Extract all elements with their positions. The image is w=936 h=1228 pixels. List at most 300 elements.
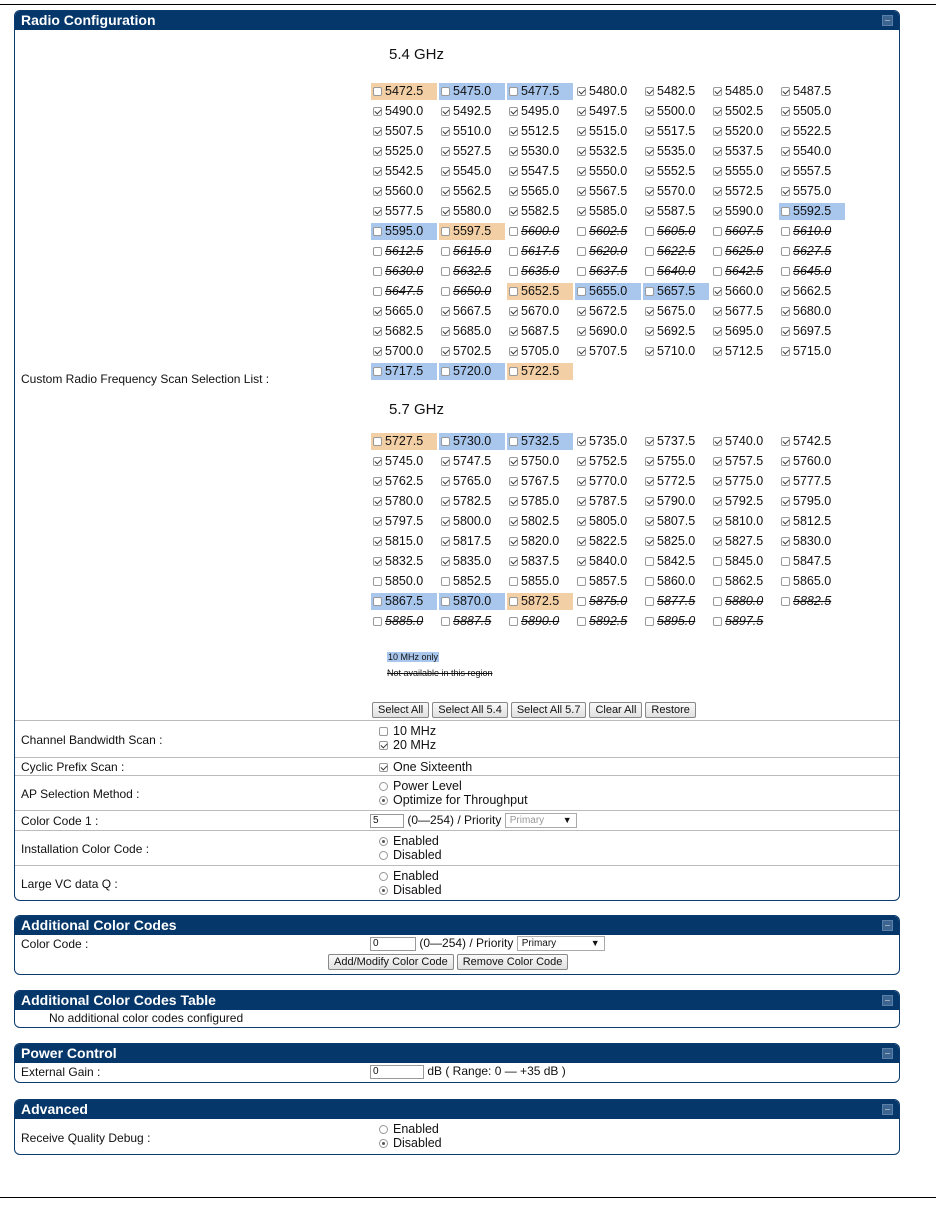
frequency-option[interactable] (779, 593, 845, 610)
frequency-option[interactable] (643, 223, 709, 240)
frequency-option[interactable] (643, 323, 709, 340)
frequency-option[interactable] (779, 343, 845, 360)
frequency-checkbox[interactable] (577, 537, 586, 546)
frequency-option[interactable] (643, 473, 709, 490)
frequency-option[interactable] (371, 183, 437, 200)
frequency-option[interactable] (371, 593, 437, 610)
installation-enabled-radio[interactable] (379, 837, 388, 846)
frequency-option[interactable] (575, 593, 641, 610)
frequency-option[interactable] (711, 103, 777, 120)
frequency-checkbox[interactable] (781, 537, 790, 546)
frequency-option[interactable] (439, 573, 505, 590)
frequency-checkbox[interactable] (713, 497, 722, 506)
frequency-option[interactable] (711, 143, 777, 160)
frequency-checkbox[interactable] (373, 497, 382, 506)
frequency-checkbox[interactable] (781, 107, 790, 116)
frequency-checkbox[interactable] (509, 497, 518, 506)
frequency-option[interactable] (711, 493, 777, 510)
frequency-option[interactable] (507, 473, 573, 490)
frequency-option[interactable] (439, 433, 505, 450)
frequency-checkbox[interactable] (645, 497, 654, 506)
frequency-checkbox[interactable] (645, 167, 654, 176)
frequency-checkbox[interactable] (713, 227, 722, 236)
frequency-checkbox[interactable] (441, 247, 450, 256)
frequency-checkbox[interactable] (781, 187, 790, 196)
frequency-checkbox[interactable] (577, 457, 586, 466)
frequency-option[interactable] (507, 123, 573, 140)
clear-all-button[interactable]: Clear All (589, 702, 642, 718)
frequency-option[interactable] (711, 573, 777, 590)
frequency-option[interactable] (643, 303, 709, 320)
frequency-checkbox[interactable] (373, 227, 382, 236)
frequency-checkbox[interactable] (645, 557, 654, 566)
frequency-checkbox[interactable] (577, 267, 586, 276)
frequency-option[interactable] (643, 183, 709, 200)
frequency-option[interactable] (371, 363, 437, 380)
frequency-option[interactable] (711, 323, 777, 340)
frequency-checkbox[interactable] (781, 227, 790, 236)
frequency-checkbox[interactable] (441, 617, 450, 626)
color-code-priority-select[interactable] (517, 936, 605, 951)
frequency-option[interactable] (371, 203, 437, 220)
frequency-option[interactable] (371, 163, 437, 180)
frequency-checkbox[interactable] (509, 107, 518, 116)
frequency-option[interactable] (711, 533, 777, 550)
frequency-checkbox[interactable] (373, 557, 382, 566)
frequency-option[interactable] (439, 223, 505, 240)
frequency-checkbox[interactable] (781, 247, 790, 256)
frequency-checkbox[interactable] (441, 477, 450, 486)
frequency-checkbox[interactable] (441, 457, 450, 466)
frequency-checkbox[interactable] (577, 247, 586, 256)
frequency-checkbox[interactable] (577, 617, 586, 626)
frequency-option[interactable] (507, 593, 573, 610)
frequency-option[interactable] (575, 283, 641, 300)
frequency-checkbox[interactable] (509, 517, 518, 526)
frequency-checkbox[interactable] (713, 517, 722, 526)
frequency-option[interactable] (439, 263, 505, 280)
remove-color-code-button[interactable]: Remove Color Code (457, 954, 569, 970)
frequency-option[interactable] (371, 613, 437, 630)
frequency-checkbox[interactable] (645, 247, 654, 256)
bandwidth-20-checkbox[interactable] (379, 741, 388, 750)
frequency-option[interactable] (371, 553, 437, 570)
frequency-checkbox[interactable] (577, 437, 586, 446)
frequency-option[interactable] (371, 263, 437, 280)
frequency-checkbox[interactable] (441, 167, 450, 176)
frequency-option[interactable] (507, 493, 573, 510)
frequency-option[interactable] (779, 433, 845, 450)
frequency-checkbox[interactable] (373, 127, 382, 136)
frequency-checkbox[interactable] (441, 227, 450, 236)
frequency-option[interactable] (711, 593, 777, 610)
optimize-throughput-radio[interactable] (379, 796, 388, 805)
frequency-option[interactable] (575, 473, 641, 490)
frequency-option[interactable] (711, 553, 777, 570)
frequency-checkbox[interactable] (509, 477, 518, 486)
frequency-checkbox[interactable] (713, 437, 722, 446)
frequency-option[interactable] (507, 453, 573, 470)
frequency-option[interactable] (371, 243, 437, 260)
frequency-checkbox[interactable] (577, 557, 586, 566)
frequency-option[interactable] (575, 493, 641, 510)
frequency-option[interactable] (439, 513, 505, 530)
frequency-option[interactable] (507, 323, 573, 340)
frequency-checkbox[interactable] (509, 127, 518, 136)
frequency-option[interactable] (575, 263, 641, 280)
frequency-option[interactable] (779, 203, 845, 220)
frequency-checkbox[interactable] (509, 617, 518, 626)
frequency-checkbox[interactable] (645, 617, 654, 626)
frequency-checkbox[interactable] (441, 87, 450, 96)
frequency-option[interactable] (575, 143, 641, 160)
frequency-checkbox[interactable] (781, 207, 790, 216)
frequency-checkbox[interactable] (509, 367, 518, 376)
frequency-option[interactable] (575, 243, 641, 260)
frequency-checkbox[interactable] (509, 87, 518, 96)
frequency-checkbox[interactable] (713, 147, 722, 156)
frequency-option[interactable] (575, 613, 641, 630)
frequency-option[interactable] (711, 473, 777, 490)
frequency-option[interactable] (371, 303, 437, 320)
frequency-checkbox[interactable] (441, 537, 450, 546)
frequency-option[interactable] (643, 103, 709, 120)
frequency-checkbox[interactable] (577, 207, 586, 216)
frequency-option[interactable] (439, 283, 505, 300)
frequency-option[interactable] (711, 283, 777, 300)
frequency-option[interactable] (575, 183, 641, 200)
frequency-checkbox[interactable] (713, 167, 722, 176)
frequency-option[interactable] (507, 203, 573, 220)
frequency-checkbox[interactable] (577, 107, 586, 116)
frequency-option[interactable] (371, 283, 437, 300)
frequency-option[interactable] (371, 433, 437, 450)
frequency-option[interactable] (575, 533, 641, 550)
frequency-option[interactable] (507, 243, 573, 260)
frequency-checkbox[interactable] (713, 617, 722, 626)
frequency-option[interactable] (507, 533, 573, 550)
frequency-checkbox[interactable] (781, 347, 790, 356)
frequency-checkbox[interactable] (441, 147, 450, 156)
frequency-checkbox[interactable] (781, 517, 790, 526)
collapse-icon[interactable] (882, 995, 893, 1006)
frequency-checkbox[interactable] (645, 87, 654, 96)
frequency-checkbox[interactable] (509, 307, 518, 316)
frequency-checkbox[interactable] (713, 577, 722, 586)
frequency-checkbox[interactable] (645, 347, 654, 356)
frequency-option[interactable] (779, 323, 845, 340)
frequency-option[interactable] (643, 553, 709, 570)
frequency-option[interactable] (711, 163, 777, 180)
frequency-checkbox[interactable] (441, 187, 450, 196)
frequency-checkbox[interactable] (441, 287, 450, 296)
frequency-option[interactable] (643, 613, 709, 630)
frequency-option[interactable] (779, 283, 845, 300)
frequency-checkbox[interactable] (577, 187, 586, 196)
frequency-checkbox[interactable] (441, 517, 450, 526)
frequency-checkbox[interactable] (441, 437, 450, 446)
frequency-checkbox[interactable] (645, 267, 654, 276)
frequency-checkbox[interactable] (645, 477, 654, 486)
restore-button[interactable]: Restore (645, 702, 696, 718)
frequency-checkbox[interactable] (577, 517, 586, 526)
frequency-option[interactable] (507, 553, 573, 570)
large-vc-enabled-radio[interactable] (379, 872, 388, 881)
frequency-checkbox[interactable] (577, 167, 586, 176)
frequency-checkbox[interactable] (441, 597, 450, 606)
frequency-checkbox[interactable] (441, 347, 450, 356)
frequency-checkbox[interactable] (645, 147, 654, 156)
frequency-option[interactable] (779, 473, 845, 490)
frequency-checkbox[interactable] (713, 537, 722, 546)
frequency-checkbox[interactable] (645, 207, 654, 216)
frequency-option[interactable] (507, 163, 573, 180)
frequency-option[interactable] (779, 533, 845, 550)
large-vc-disabled-radio[interactable] (379, 886, 388, 895)
frequency-option[interactable] (371, 143, 437, 160)
frequency-checkbox[interactable] (373, 537, 382, 546)
frequency-option[interactable] (371, 513, 437, 530)
frequency-checkbox[interactable] (713, 327, 722, 336)
frequency-option[interactable] (507, 343, 573, 360)
frequency-option[interactable] (575, 223, 641, 240)
frequency-option[interactable] (711, 303, 777, 320)
frequency-checkbox[interactable] (577, 147, 586, 156)
frequency-option[interactable] (779, 513, 845, 530)
select-all-5-4-button[interactable]: Select All 5.4 (432, 702, 508, 718)
frequency-option[interactable] (643, 493, 709, 510)
frequency-option[interactable] (711, 183, 777, 200)
color-code-1-input[interactable]: 5 (370, 814, 404, 828)
frequency-checkbox[interactable] (373, 147, 382, 156)
frequency-option[interactable] (575, 453, 641, 470)
debug-enabled-radio[interactable] (379, 1125, 388, 1134)
frequency-checkbox[interactable] (781, 457, 790, 466)
frequency-checkbox[interactable] (645, 287, 654, 296)
collapse-icon[interactable] (882, 1048, 893, 1059)
frequency-checkbox[interactable] (713, 457, 722, 466)
frequency-option[interactable] (371, 493, 437, 510)
frequency-checkbox[interactable] (645, 187, 654, 196)
frequency-checkbox[interactable] (713, 267, 722, 276)
frequency-checkbox[interactable] (577, 597, 586, 606)
frequency-checkbox[interactable] (509, 597, 518, 606)
frequency-checkbox[interactable] (441, 207, 450, 216)
frequency-checkbox[interactable] (509, 207, 518, 216)
frequency-checkbox[interactable] (645, 597, 654, 606)
frequency-checkbox[interactable] (373, 187, 382, 196)
select-all-5-7-button[interactable]: Select All 5.7 (511, 702, 587, 718)
frequency-option[interactable] (575, 203, 641, 220)
collapse-icon[interactable] (882, 15, 893, 26)
color-code-1-priority-select[interactable] (505, 813, 577, 828)
frequency-option[interactable] (439, 343, 505, 360)
frequency-option[interactable] (439, 123, 505, 140)
frequency-checkbox[interactable] (713, 247, 722, 256)
frequency-option[interactable] (439, 593, 505, 610)
frequency-option[interactable] (711, 513, 777, 530)
frequency-option[interactable] (507, 103, 573, 120)
frequency-checkbox[interactable] (713, 347, 722, 356)
frequency-option[interactable] (779, 453, 845, 470)
frequency-option[interactable] (507, 263, 573, 280)
frequency-option[interactable] (779, 83, 845, 100)
frequency-option[interactable] (711, 83, 777, 100)
frequency-checkbox[interactable] (373, 107, 382, 116)
frequency-checkbox[interactable] (645, 107, 654, 116)
frequency-option[interactable] (643, 263, 709, 280)
frequency-option[interactable] (643, 573, 709, 590)
frequency-checkbox[interactable] (781, 87, 790, 96)
frequency-checkbox[interactable] (781, 557, 790, 566)
frequency-option[interactable] (643, 143, 709, 160)
frequency-option[interactable] (371, 223, 437, 240)
frequency-option[interactable] (507, 613, 573, 630)
frequency-checkbox[interactable] (713, 207, 722, 216)
frequency-option[interactable] (643, 453, 709, 470)
frequency-checkbox[interactable] (441, 127, 450, 136)
frequency-checkbox[interactable] (373, 347, 382, 356)
frequency-checkbox[interactable] (509, 577, 518, 586)
frequency-option[interactable] (575, 323, 641, 340)
frequency-option[interactable] (371, 453, 437, 470)
frequency-checkbox[interactable] (781, 477, 790, 486)
frequency-option[interactable] (439, 143, 505, 160)
frequency-option[interactable] (711, 613, 777, 630)
frequency-checkbox[interactable] (373, 517, 382, 526)
frequency-checkbox[interactable] (509, 187, 518, 196)
frequency-checkbox[interactable] (781, 307, 790, 316)
frequency-option[interactable] (371, 123, 437, 140)
frequency-option[interactable] (507, 363, 573, 380)
frequency-checkbox[interactable] (441, 107, 450, 116)
frequency-option[interactable] (643, 203, 709, 220)
frequency-option[interactable] (779, 123, 845, 140)
frequency-option[interactable] (439, 103, 505, 120)
collapse-icon[interactable] (882, 1104, 893, 1115)
frequency-option[interactable] (779, 143, 845, 160)
frequency-option[interactable] (371, 343, 437, 360)
frequency-checkbox[interactable] (373, 207, 382, 216)
frequency-checkbox[interactable] (509, 287, 518, 296)
frequency-checkbox[interactable] (577, 287, 586, 296)
frequency-checkbox[interactable] (509, 437, 518, 446)
frequency-checkbox[interactable] (509, 247, 518, 256)
add-modify-color-code-button[interactable]: Add/Modify Color Code (328, 954, 454, 970)
frequency-checkbox[interactable] (713, 287, 722, 296)
frequency-checkbox[interactable] (713, 597, 722, 606)
frequency-checkbox[interactable] (509, 347, 518, 356)
frequency-checkbox[interactable] (373, 307, 382, 316)
frequency-option[interactable] (507, 433, 573, 450)
frequency-checkbox[interactable] (781, 287, 790, 296)
frequency-option[interactable] (439, 83, 505, 100)
frequency-option[interactable] (439, 533, 505, 550)
frequency-checkbox[interactable] (577, 477, 586, 486)
frequency-checkbox[interactable] (577, 307, 586, 316)
frequency-option[interactable] (575, 303, 641, 320)
frequency-checkbox[interactable] (509, 537, 518, 546)
frequency-checkbox[interactable] (781, 437, 790, 446)
frequency-checkbox[interactable] (713, 87, 722, 96)
one-sixteenth-checkbox[interactable] (379, 763, 388, 772)
frequency-checkbox[interactable] (373, 437, 382, 446)
frequency-checkbox[interactable] (781, 497, 790, 506)
frequency-checkbox[interactable] (577, 327, 586, 336)
frequency-checkbox[interactable] (509, 557, 518, 566)
frequency-option[interactable] (779, 163, 845, 180)
frequency-option[interactable] (643, 593, 709, 610)
frequency-option[interactable] (371, 103, 437, 120)
frequency-checkbox[interactable] (577, 127, 586, 136)
frequency-option[interactable] (643, 163, 709, 180)
frequency-option[interactable] (439, 363, 505, 380)
frequency-checkbox[interactable] (509, 167, 518, 176)
frequency-checkbox[interactable] (645, 457, 654, 466)
frequency-option[interactable] (439, 163, 505, 180)
frequency-option[interactable] (439, 323, 505, 340)
frequency-checkbox[interactable] (441, 307, 450, 316)
frequency-checkbox[interactable] (713, 187, 722, 196)
frequency-option[interactable] (439, 613, 505, 630)
frequency-checkbox[interactable] (577, 497, 586, 506)
frequency-checkbox[interactable] (441, 497, 450, 506)
frequency-checkbox[interactable] (509, 227, 518, 236)
frequency-option[interactable] (711, 203, 777, 220)
frequency-checkbox[interactable] (373, 367, 382, 376)
frequency-checkbox[interactable] (373, 87, 382, 96)
frequency-option[interactable] (711, 243, 777, 260)
frequency-checkbox[interactable] (781, 597, 790, 606)
frequency-option[interactable] (575, 433, 641, 450)
frequency-option[interactable] (643, 243, 709, 260)
frequency-checkbox[interactable] (441, 557, 450, 566)
frequency-checkbox[interactable] (781, 127, 790, 136)
frequency-checkbox[interactable] (577, 87, 586, 96)
frequency-option[interactable] (507, 83, 573, 100)
frequency-option[interactable] (779, 303, 845, 320)
frequency-checkbox[interactable] (441, 327, 450, 336)
frequency-checkbox[interactable] (373, 477, 382, 486)
frequency-checkbox[interactable] (645, 227, 654, 236)
collapse-icon[interactable] (882, 920, 893, 931)
frequency-option[interactable] (643, 123, 709, 140)
frequency-option[interactable] (779, 263, 845, 280)
frequency-checkbox[interactable] (781, 577, 790, 586)
frequency-option[interactable] (779, 183, 845, 200)
frequency-option[interactable] (643, 433, 709, 450)
frequency-option[interactable] (371, 473, 437, 490)
frequency-option[interactable] (507, 573, 573, 590)
frequency-checkbox[interactable] (441, 367, 450, 376)
frequency-option[interactable] (779, 573, 845, 590)
frequency-checkbox[interactable] (645, 307, 654, 316)
external-gain-input[interactable]: 0 (370, 1065, 424, 1079)
frequency-option[interactable] (371, 83, 437, 100)
frequency-checkbox[interactable] (373, 167, 382, 176)
frequency-checkbox[interactable] (373, 577, 382, 586)
frequency-option[interactable] (575, 343, 641, 360)
installation-disabled-radio[interactable] (379, 851, 388, 860)
frequency-option[interactable] (371, 323, 437, 340)
frequency-option[interactable] (439, 453, 505, 470)
frequency-option[interactable] (779, 243, 845, 260)
frequency-option[interactable] (507, 283, 573, 300)
frequency-option[interactable] (439, 493, 505, 510)
frequency-checkbox[interactable] (781, 147, 790, 156)
frequency-option[interactable] (439, 553, 505, 570)
frequency-option[interactable] (711, 123, 777, 140)
